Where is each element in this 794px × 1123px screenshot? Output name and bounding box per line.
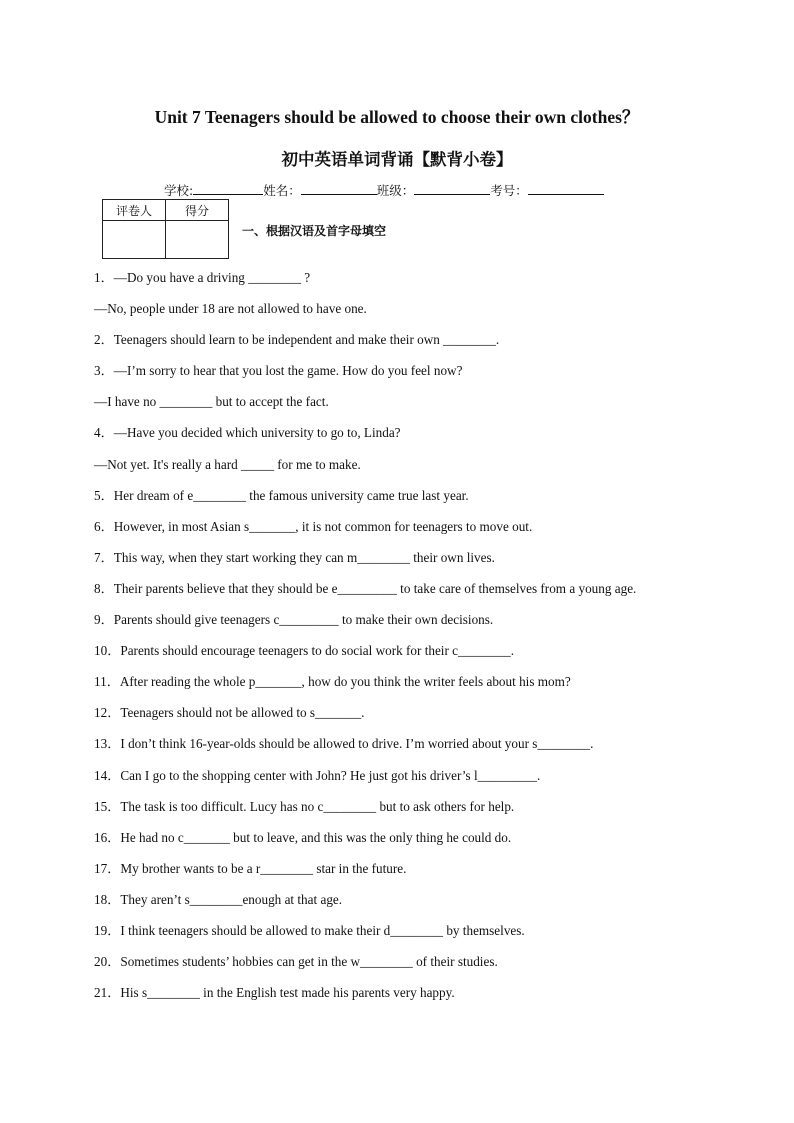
question-line: 17．My brother wants to be a r________ star in the future. [94, 860, 407, 876]
question-line: 2．Teenagers should learn to be independent and make their own ________. [94, 332, 500, 348]
question-line: 20．Sometimes students’ hobbies can get in the w________ of their studies. [94, 954, 498, 970]
class-field[interactable] [414, 182, 490, 195]
question-line: 10．Parents should encourage teenagers to do social work for their c________. [94, 643, 515, 659]
grader-cell[interactable] [103, 221, 166, 259]
grader-header: 评卷人 [103, 200, 166, 221]
question-line: 16．He had no c_______ but to leave, and this was the only thing he could do. [94, 829, 512, 845]
question-line: 12．Teenagers should not be allowed to s_______. [94, 705, 365, 721]
class-label: 班级： [376, 183, 415, 198]
student-info-row [164, 181, 604, 199]
question-line: 6．However, in most Asian s_______, it is not common for teenagers to move out. [94, 518, 533, 534]
question-line: 7．This way, when they start working they can m________ their own lives. [94, 549, 495, 565]
exam-no-label: 考号： [490, 183, 528, 198]
question-line: 4．—Have you decided which university to go to, Linda? [94, 425, 401, 441]
name-label: 姓名： [263, 183, 301, 198]
score-table [102, 199, 229, 259]
question-line: —Not yet. It's really a hard _____ for me to make. [94, 456, 361, 472]
question-line: 14．Can I go to the shopping center with John? He just got his driver’s l_________. [94, 767, 541, 783]
school-field[interactable] [193, 182, 263, 195]
question-line: 19．I think teenagers should be allowed to make their d________ by themselves. [94, 922, 525, 938]
question-line: 21．His s________ in the English test made his parents very happy. [94, 985, 455, 1001]
question-line: 11．After reading the whole p_______, how do you think the writer feels about his mom? [94, 674, 571, 690]
question-line: 13．I don’t think 16-year-olds should be allowed to drive. I’m worried about your s________. [94, 736, 594, 752]
question-line: 1．—Do you have a driving ________ ? [94, 270, 311, 285]
worksheet-title: Unit 7 Teenagers should be allowed to choose their own clothes？ [154, 107, 640, 127]
question-list [94, 268, 734, 1014]
question-line: —No, people under 18 are not allowed to have one. [94, 301, 367, 317]
school-label: 学校: [164, 183, 194, 198]
question-line: 8．Their parents believe that they should be e_________ to take care of themselves from a young age. [94, 580, 637, 596]
question-line: 9．Parents should give teenagers c_________ to make their own decisions. [94, 612, 494, 628]
question-line: 18．They aren’t s________enough at that age. [94, 891, 343, 907]
score-header: 得分 [166, 200, 229, 221]
question-line: 3．—I’m sorry to hear that you lost the game. How do you feel now? [94, 363, 463, 379]
section-heading: 一、根据汉语及首字母填空 [242, 224, 387, 238]
worksheet-subtitle: 初中英语单词背诵【默背小卷】 [281, 150, 513, 169]
question-line: —I have no ________ but to accept the fact. [94, 394, 329, 410]
question-line: 5．Her dream of e________ the famous university came true last year. [94, 487, 469, 503]
exam-no-field[interactable] [528, 182, 604, 195]
score-cell[interactable] [166, 221, 229, 259]
name-field[interactable] [301, 182, 377, 195]
question-line: 15．The task is too difficult. Lucy has no c________ but to ask others for help. [94, 798, 515, 814]
